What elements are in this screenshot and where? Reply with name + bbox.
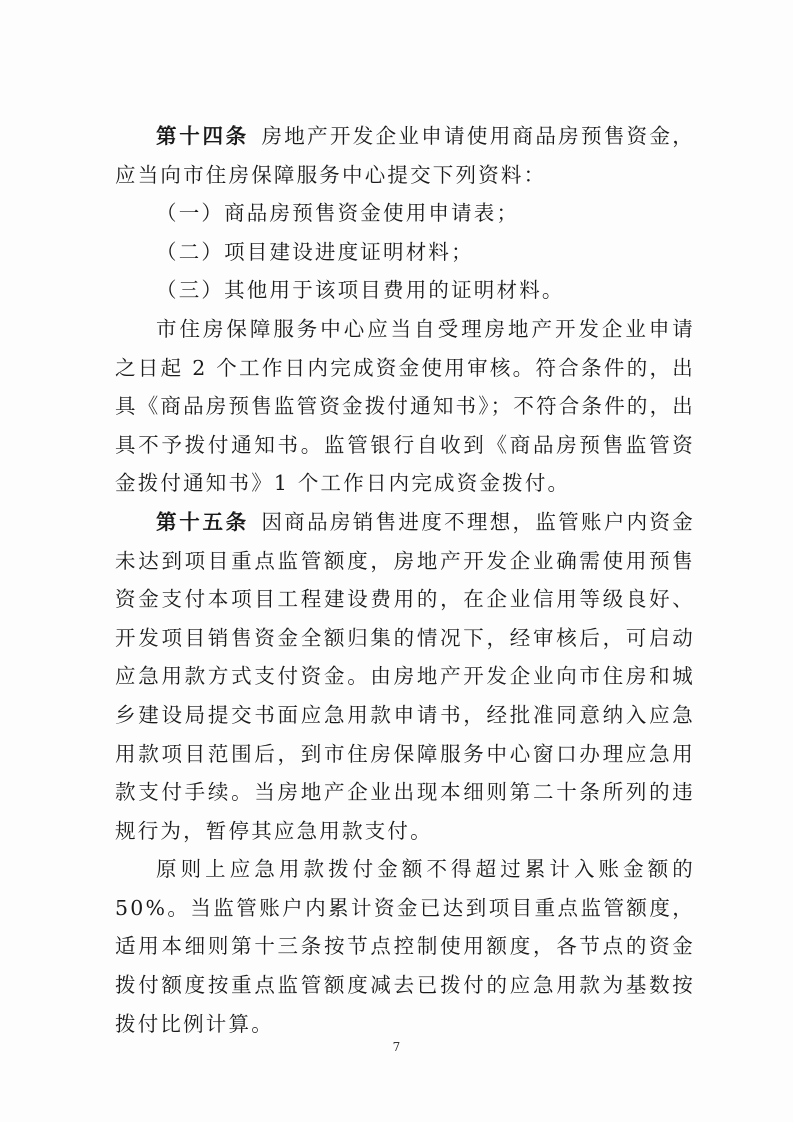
paragraph-article-14 (115, 117, 695, 194)
article-number: 第十五条 (156, 509, 249, 534)
document-body (115, 117, 695, 1043)
list-item: （三）其他用于该项目费用的证明材料。 (156, 278, 565, 303)
article-number: 第十四条 (156, 124, 249, 148)
paragraph-text: 因商品房销售进度不理想，监管账户内资金未达到项目重点监管额度，房地产开发企业确需使用预售资金支付本项目工程建设费用的，在企业信用等级良好、开发项目销售资金全额归集的情况下，经审核后，可启动应急用款方式支付资金。由房地产开发企业向市住房和城乡建设局提交书面应急用款申请书，经批准同意纳入应急用款项目范围后，到市住房保障服务中心窗口办理应急用款支付手续。当房地产企业出现本细则第二十条所列的违规行为，暂停其应急用款支付。 (115, 509, 695, 843)
list-item: （一）商品房预售资金使用申请表； (156, 201, 520, 226)
list-item: （二）项目建设进度证明材料； (156, 239, 474, 264)
paragraph-review: 市住房保障服务中心应当自受理房地产开发企业申请之日起 2 个工作日内完成资金使用审核。符合条件的，出具《商品房预售监管资金拨付通知书》；不符合条件的，出具不予拨付通知书。监管银行自收到《商品房预售监管资金拨付通知书》1 个工作日内完成资金拨付。 (115, 316, 695, 496)
page-number: 7 (392, 1040, 401, 1054)
paragraph-text: 房地产开发企业申请使用商品房预售资金，应当向市住房保障服务中心提交下列资料： (115, 124, 695, 187)
paragraph-emergency-limit: 原则上应急用款拨付金额不得超过累计入账金额的 50%。当监管账户内累计资金已达到项目重点监管额度，适用本细则第十三条按节点控制使用额度，各节点的资金拨付额度按重点监管额度减去已拨付的应急用款为基数按拨付比例计算。 (115, 857, 695, 1036)
paragraph-article-15 (115, 503, 695, 850)
